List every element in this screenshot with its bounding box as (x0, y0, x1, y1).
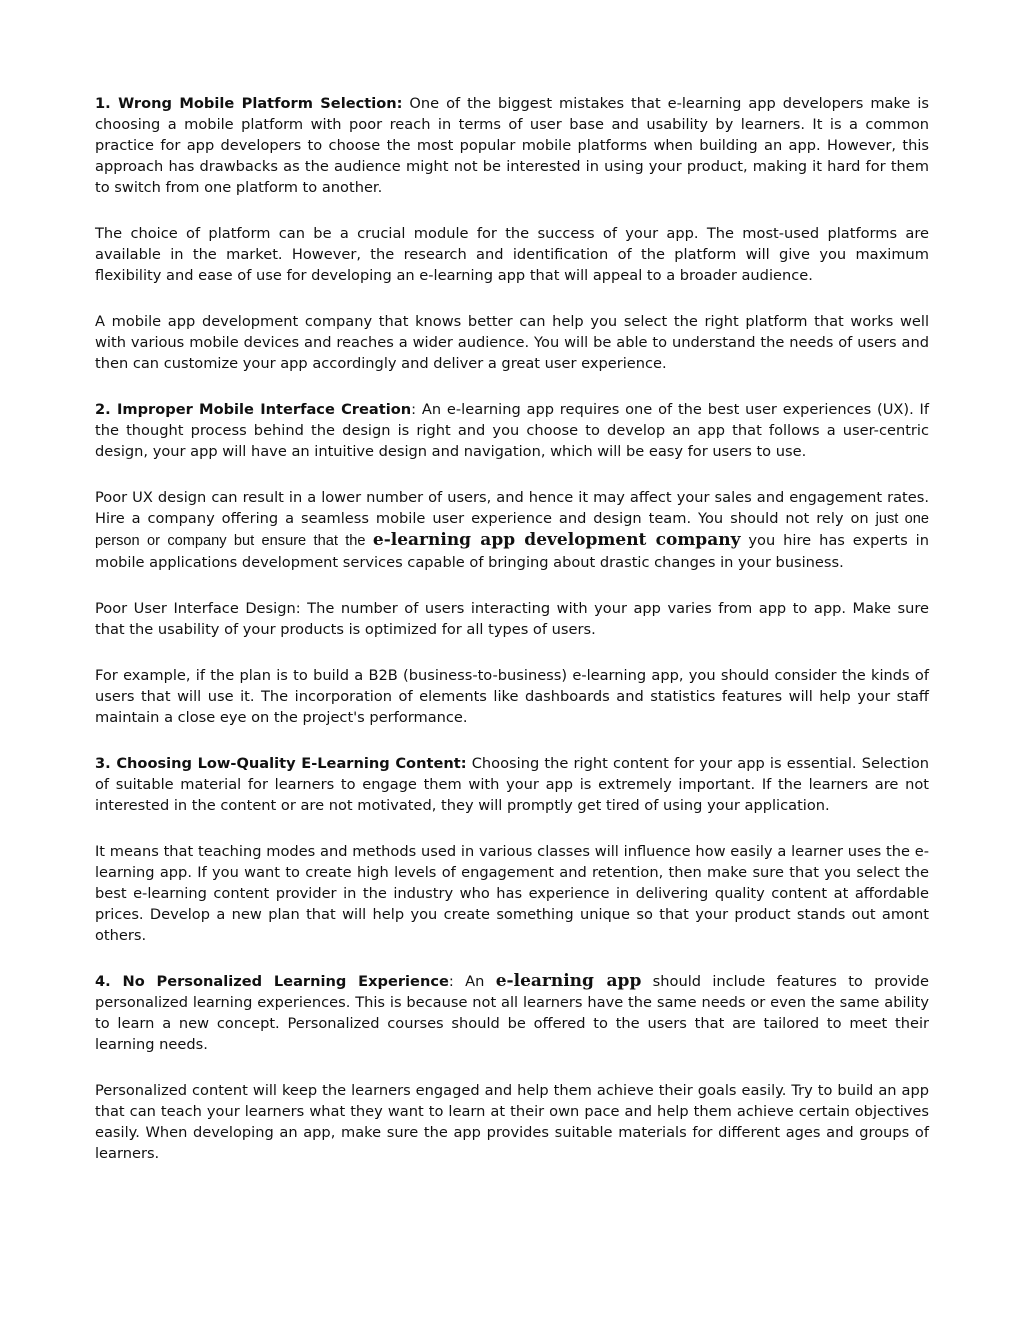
section-1-paragraph-2: The choice of platform can be a crucial module for the success of your app. The most-used platforms are available in the market. However, the research and identification of the platform will give you maximum flexibility and ease of use for developing an e-learning app that will appeal to a broader audience. (95, 225, 929, 284)
section-3-paragraph-1 (95, 753, 929, 816)
document-page (95, 93, 929, 1189)
section-4-heading: 4. No Personalized Learning Experience (95, 973, 449, 990)
section-1-paragraph-1-text: One of the biggest mistakes that e-learning app developers make is choosing a mobile platform with poor reach in terms of user base and usability by learners. It is a common practice for app developers to choose the most popular mobile platforms when building an app. However, this approach has drawbacks as the audience might not be interested in using your product, making it hard for them to switch from one platform to another. (95, 95, 930, 196)
section-2-paragraph-2-text-c: you hire has experts in mobile applications development services capable of bringing about drastic changes in your business. (95, 532, 929, 571)
section-3-paragraph-1-text: Choosing the right content for your app is essential. Selection of suitable material for learners to engage them with your app is extremely important. If the learners are not interested in the content or are not motivated, they will promptly get tired of using your application. (95, 755, 930, 814)
section-4-paragraph-1 (95, 971, 929, 1055)
section-2-paragraph-1 (95, 399, 929, 462)
section-1-paragraph-3: A mobile app development company that knows better can help you select the right platform that works well with various mobile devices and reaches a wider audience. You will be able to understand the needs of users and then can customize your app accordingly and deliver a great user experience. (95, 313, 929, 372)
section-4-paragraph-1-text-a: : An (448, 973, 496, 990)
section-2-paragraph-2-text-b: just one person or company but ensure that the (95, 511, 929, 549)
section-2-paragraph-2-text-a: Poor UX design can result in a lower number of users, and hence it may affect your sales and engagement rates. Hire a company offering a seamless mobile user experience and design team. You should not rely on (95, 489, 929, 527)
section-1-paragraph-1 (95, 93, 929, 198)
section-1-heading: 1. Wrong Mobile Platform Selection: (95, 95, 403, 112)
development-company-link[interactable]: e-learning app development company (372, 530, 741, 550)
section-4-paragraph-2: Personalized content will keep the learners engaged and help them achieve their goals easily. Try to build an app that can teach your learners what they want to learn at their own pace and help them achieve certain objectives easily. When developing an app, make sure the app provides suitable materials for different ages and groups of learners. (95, 1082, 929, 1162)
section-3-paragraph-2: It means that teaching modes and methods used in various classes will influence how easily a learner uses the e-learning app. If you want to create high levels of engagement and retention, then make sure that you select the best e-learning content provider in the industry who has experience in delivering quality content at affordable prices. Develop a new plan that will help you create something unique so that your product stands out amont others. (95, 843, 929, 944)
section-2-paragraph-4: For example, if the plan is to build a B2B (business-to-business) e-learning app, you should consider the kinds of users that will use it. The incorporation of elements like dashboards and statistics features will help your staff maintain a close eye on the project's performance. (95, 667, 929, 726)
section-2-paragraph-1-text: : An e-learning app requires one of the best user experiences (UX). If the thought process behind the design is right and you choose to develop an app that follows a user-centric design, your app will have an intuitive design and navigation, which will be easy for users to use. (95, 401, 930, 460)
elearning-app-link[interactable]: e-learning app (495, 971, 642, 991)
section-2-heading: 2. Improper Mobile Interface Creation (95, 401, 412, 418)
section-4-paragraph-1-text-b: should include features to provide personalized learning experiences. This is because not all learners have the same needs or even the same ability to learn a new concept. Personalized courses should be offered to the users that are tailored to meet their learning needs. (95, 973, 930, 1053)
section-3-heading: 3. Choosing Low-Quality E-Learning Content: (95, 755, 467, 772)
section-2-paragraph-3: Poor User Interface Design: The number of users interacting with your app varies from app to app. Make sure that the usability of your products is optimized for all types of users. (95, 600, 929, 638)
section-2-paragraph-2 (95, 487, 929, 573)
